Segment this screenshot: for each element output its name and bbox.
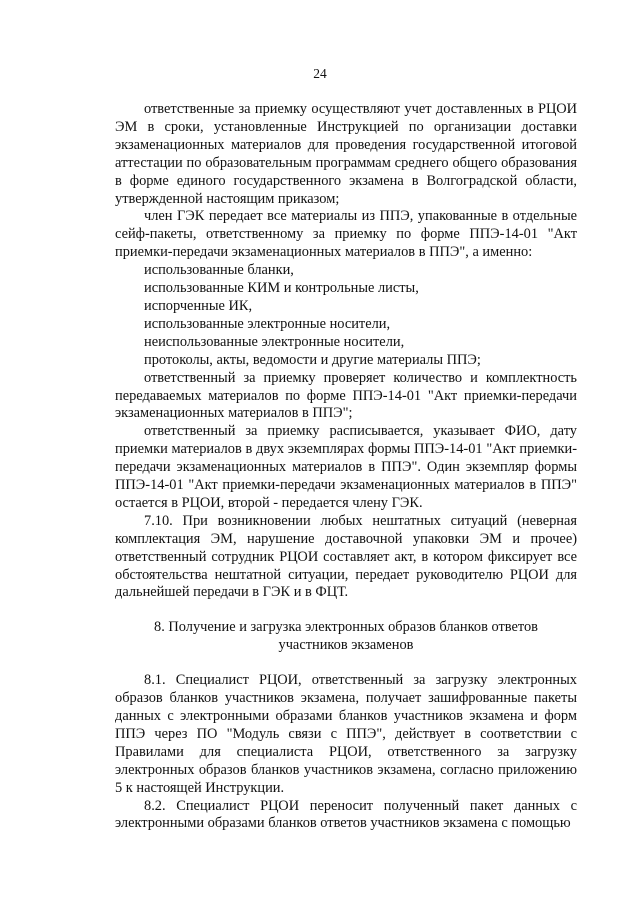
document-body xyxy=(115,101,577,833)
section-heading-line2: участников экзаменов xyxy=(278,637,414,654)
paragraph-signature: ответственный за приемку расписывается, указывает ФИО, дату приемки материалов в двух экземплярах формы ППЭ-14-01 "Акт приемки-передачи экзаменационных материалов в ППЭ". Один экземпляр формы ППЭ-14-01 "Акт приемки-передачи экзаменационных материалов в ППЭ" остается в РЦОИ, второй - передается члену ГЭК. xyxy=(115,423,577,511)
paragraph-receipt-accounting: ответственные за приемку осуществляют учет доставленных в РЦОИ ЭМ в сроки, установленные Инструкцией по организации доставки экзаменационных материалов для проведения государственной итоговой аттестации по образовательным программам среднего общего образования в форме единого государственного экзамена в Волгоградской области, утвержденной настоящим приказом; xyxy=(115,101,577,207)
list-item: использованные электронные носители, xyxy=(144,315,391,332)
list-item: использованные бланки, xyxy=(144,262,294,279)
list-item: использованные КИМ и контрольные листы, xyxy=(144,280,419,297)
paragraph-7-10: 7.10. При возникновении любых нештатных ситуаций (неверная комплектация ЭМ, нарушение доставочной упаковки ЭМ и прочее) ответственный сотрудник РЦОИ составляет акт, в котором фиксирует все обстоятельства нештатной ситуации, передает руководителю РЦОИ для дальнейшей передачи в ГЭК и в ФЦТ. xyxy=(115,512,577,601)
section-heading-line1: 8. Получение и загрузка электронных образов бланков ответов xyxy=(154,619,538,636)
paragraph-8-1: 8.1. Специалист РЦОИ, ответственный за загрузку электронных образов бланков участников экзамена, получает зашифрованные пакеты данных с электронными образами бланков участников экзамена и форм ППЭ через ПО "Модуль связи с ППЭ", действует в соответствии с Правилами для специалиста РЦОИ, ответственного за загрузку электронных образов бланков участников экзамена, согласно приложению 5 к настоящей Инструкции. xyxy=(115,672,577,796)
spacer xyxy=(115,602,577,619)
list-item: протоколы, акты, ведомости и другие материалы ППЭ; xyxy=(144,351,481,368)
materials-list xyxy=(115,262,577,369)
page-number: 24 xyxy=(313,66,327,81)
paragraph-gek-handover: член ГЭК передает все материалы из ППЭ, упакованные в отдельные сейф-пакеты, ответственному за приемку по форме ППЭ-14-01 "Акт приемки-передачи экзаменационных материалов в ППЭ", а именно: xyxy=(115,208,577,261)
list-item: испорченные ИК, xyxy=(144,297,253,314)
paragraph-8-2: 8.2. Специалист РЦОИ переносит полученный пакет данных с электронными образами бланков ответов участников экзамена с помощью xyxy=(115,797,577,832)
list-item: неиспользованные электронные носители, xyxy=(144,333,405,350)
paragraph-check-completeness: ответственный за приемку проверяет количество и комплектность передаваемых материалов по форме ППЭ-14-01 "Акт приемки-передачи экзаменационных материалов в ППЭ"; xyxy=(115,369,577,422)
section-heading xyxy=(115,619,577,655)
spacer xyxy=(115,655,577,672)
